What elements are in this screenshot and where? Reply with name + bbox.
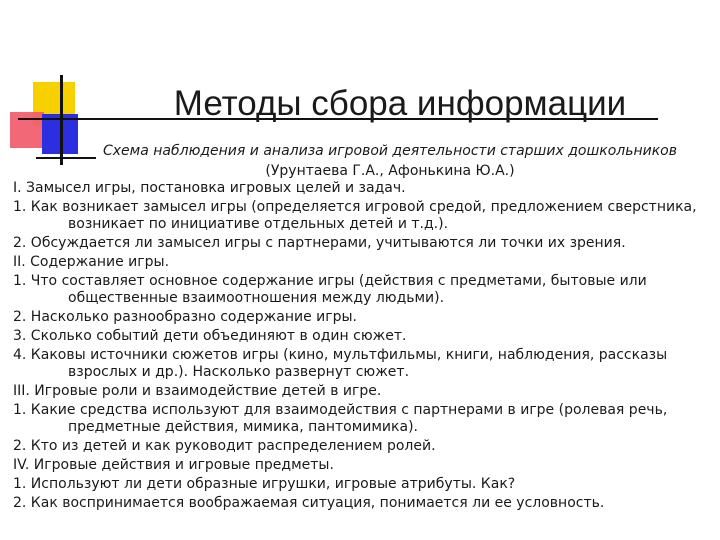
list-item: 4. Каковы источники сюжетов игры (кино, мультфильмы, книги, наблюдения, рассказы взрослых и др.). Насколько развернут сюжет. [13,347,668,380]
list-item: 3. Сколько событий дети объединяют в один сюжет. [13,328,407,344]
slide-subtitle: Схема наблюдения и анализа игровой деятельности старших дошкольников [103,143,677,159]
list-item: 2. Насколько разнообразно содержание игры. [13,309,358,325]
list-item: 1. Какие средства используют для взаимодействия с партнерами в игре (ролевая речь, предметные действия, мимика, пантомимика). [13,402,668,435]
section-heading: II. Содержание игры. [13,254,170,270]
slide-authors: (Урунтаева Г.А., Афонькина Ю.А.) [265,163,515,179]
section-heading: IV. Игровые действия и игровые предметы. [13,457,334,473]
slide-content [13,180,708,514]
list-item: 1. Как возникает замысел игры (определяется игровой средой, предложением сверстника, возникает по инициативе отдельных детей и т.д.). [13,199,697,232]
slide-title: Методы сбора информации [173,84,627,123]
decor-vertical-line [60,75,63,165]
section-heading: I. Замысел игры, постановка игровых целей и задач. [13,180,406,196]
section-heading: III. Игровые роли и взаимодействие детей в игре. [13,383,382,399]
list-item: 1. Используют ли дети образные игрушки, игровые атрибуты. Как? [13,476,516,492]
list-item: 2. Как воспринимается воображаемая ситуация, понимается ли ее условность. [13,495,605,511]
list-item: 1. Что составляет основное содержание игры (действия с предметами, бытовые или общественные взаимоотношения между людьми). [13,273,647,306]
list-item: 2. Кто из детей и как руководит распределением ролей. [13,438,436,454]
list-item: 2. Обсуждается ли замысел игры с партнерами, учитываются ли точки их зрения. [13,235,626,251]
